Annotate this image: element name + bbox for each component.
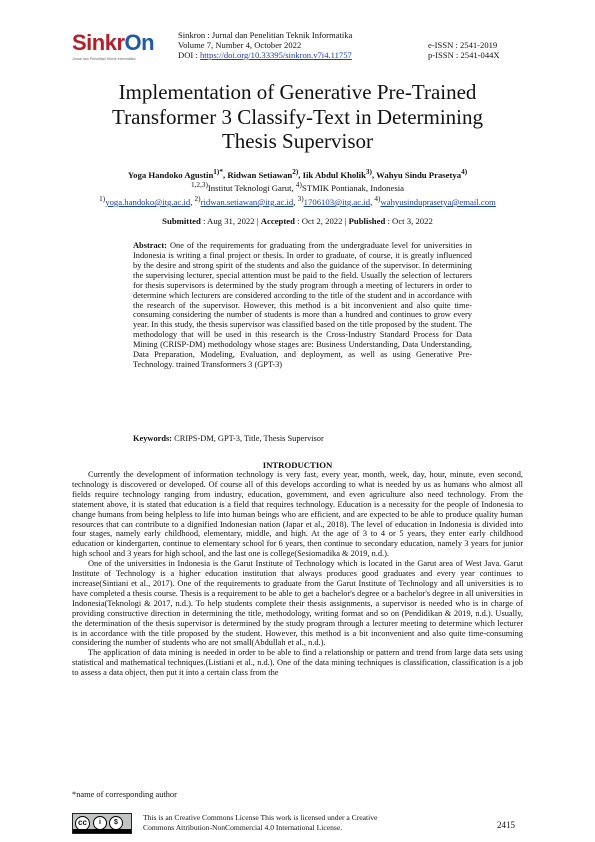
- paragraph: One of the universities in Indonesia is the Garut Institute of Technology which is located in the Garut area of West Java. Garut Institute of Technology is a higher education institution that always produces good graduates and every year continues to increase(Sintiani et al., 2017). One of the requirements to graduate from the Garut Institute of Technology and all universities is to have completed a thesis course. Thesis is a requirement to be able to get a bachelor's degree or a bachelor's degree in all universities in Indonesia(Teknologi & 2017, n.d.). To help students complete their thesis assignments, a supervisor is needed who is in charge of providing constructive direction in determining the title, methodology, writing format and so on (Pendidikan & 2019, n.d.). Usually, the determination of the thesis supervisor is determined by the study program through a lecturer meeting to determine which lecturer is in accordance with the title proposed by the student. However, this method is a bit inconvenient and also quite time-consuming considering the number of students who are not small(Abdullah et al., n.d.).: [72, 559, 523, 648]
- keywords: Keywords: CRIPS-DM, GPT-3, Title, Thesis Supervisor: [133, 434, 324, 443]
- email-link-4[interactable]: wahyusinduprasetya@email.com: [380, 196, 496, 207]
- section-heading: INTRODUCTION: [262, 460, 333, 470]
- author-list: Yoga Handoko Agustin$^{1)*}$, Ridwan Setiawan$^{2)}$, Iik Abdul Kholik$^{3)}$, Wahyu Sindu Prasetya$^{4)}$: [127, 168, 468, 180]
- abstract-label: Abstract:: [133, 241, 167, 250]
- journal-logo: [72, 30, 172, 70]
- title-line-2: Transformer 3 Classify-Text in Determining: [111, 104, 484, 129]
- paragraph: The application of data mining is needed in order to be able to find a relationship or pattern and trend from large data sets using statistical and mathematical techniques.(Listiani et al., n.d.). One of the data mining techniques is classification, classification is a job to assess a data object, then put it into a certain class from the: [72, 648, 523, 678]
- cc-by-nc-license-icon: cc i $: [72, 813, 132, 834]
- footnote: *name of corresponding author: [72, 790, 177, 799]
- email-link-3[interactable]: 1706103@itg.ac.id: [303, 196, 371, 207]
- doi-link[interactable]: https://doi.org/10.33395/sinkron.v7i4.11757: [199, 50, 352, 60]
- title-line-1: Implementation of Generative Pre-Trained: [118, 80, 477, 104]
- license-text: This is an Creative Commons License This work is licensed under a Creative Commons Attribution-NonCommercial 4.0 International License.: [143, 813, 378, 832]
- journal-name: Sinkron : Jurnal dan Penelitian Teknik Informatika: [178, 30, 353, 40]
- abstract-text: One of the requirements for graduating from the undergraduate level for universities in Indonesia is writing a final project or thesis. In order to graduate, of course, it is greatly influenced by the desire and strong spirit of the students and also the guidance of the supervisor. In determining the supervising lecturer, special attention must be paid to the field. Usually the selection of lecturers for thesis supervisors is determined by the study program through a meeting of lecturers in order to determine which lecturers are considered according to the title of the student and in accordance with the research of the supervisor. However, this method is a bit inconvenient and also quite time-consuming considering the number of students is more than a hundred and continues to grow every year. In this study, the thesis supervisor was classified based on the title proposed by the student. The methodology that will be used in this research is the Cross-Industry Standard Process for Data Mining (CRISP-DM) methodology whose stages are: Business Understanding, Data Understanding, Data Preparation, Modeling, Evaluation, and deployment, as well as using Generative Pre-Technology. trained Transformers 3 (GPT-3): [133, 241, 472, 370]
- submission-dates: Submitted : Aug 31, 2022 | Accepted : Oct 2, 2022 | Published : Oct 3, 2022: [162, 216, 433, 226]
- abstract: [133, 241, 472, 370]
- author-emails: $^{1)}$yoga.handoko@itg.ac.id, $^{2)}$ridwan.setiawan@itg.ac.id, $^{3)}$1706103@itg.ac.id, $^{4)}$wahyusinduprasetya@email.com: [99, 195, 496, 207]
- paper-title: [40, 80, 555, 154]
- journal-doi: DOI : https://doi.org/10.33395/sinkron.v7i4.11757: [178, 50, 352, 60]
- eissn: e-ISSN : 2541-2019: [428, 40, 498, 50]
- introduction-body: [72, 470, 523, 678]
- logo-text-b: On: [124, 30, 155, 55]
- logo-tagline: Jurnal dan Penelitian Teknik Informatika: [72, 57, 136, 61]
- issn-block: [428, 40, 523, 60]
- journal-volume: Volume 7, Number 4, October 2022: [178, 40, 302, 50]
- journal-info: [178, 30, 352, 60]
- page-number: 2415: [497, 820, 515, 830]
- email-link-2[interactable]: ridwan.setiawan@itg.ac.id: [200, 196, 294, 207]
- title-line-3: Thesis Supervisor: [221, 129, 374, 153]
- logo-text-a: Sinkr: [72, 30, 125, 55]
- email-link-1[interactable]: yoga.handoko@itg.ac.id: [105, 196, 191, 207]
- pissn: p-ISSN : 2541-044X: [428, 50, 500, 60]
- affiliations: $^{1,2,3)}$Institut Teknologi Garut, $^{4)}$STMIK Pontianak, Indonesia: [190, 181, 405, 193]
- paragraph: Currently the development of information technology is very fast, every year, month, week, day, hour, minute, even second, technology is discovered or developed. Of course all of this develops according to what is needed by us as humans who almost all fields require technology ranging from industry, education, government, and even agriculture also need technology. From the statement above, it is stated that education is a field that requires technology. Education is a necessity for the people of Indonesia to change humans from being helpless to life into human beings who are efficient, and are expected to be able to produce quality human resources that can contribute to a dignified Indonesian nation (Japar et al., 2018). The level of education in Indonesia is divided into four stages, namely early childhood, elementary, middle, and high. At the age of 3 to 4 or 5 years, they enter early childhood education or kindergarten, continue to elementary school for 6 years, then continue to secondary education, namely 3 years for junior high school and 3 years for high school, and the last one is college(Sesiomadika & 2019, n.d.).: [72, 470, 523, 559]
